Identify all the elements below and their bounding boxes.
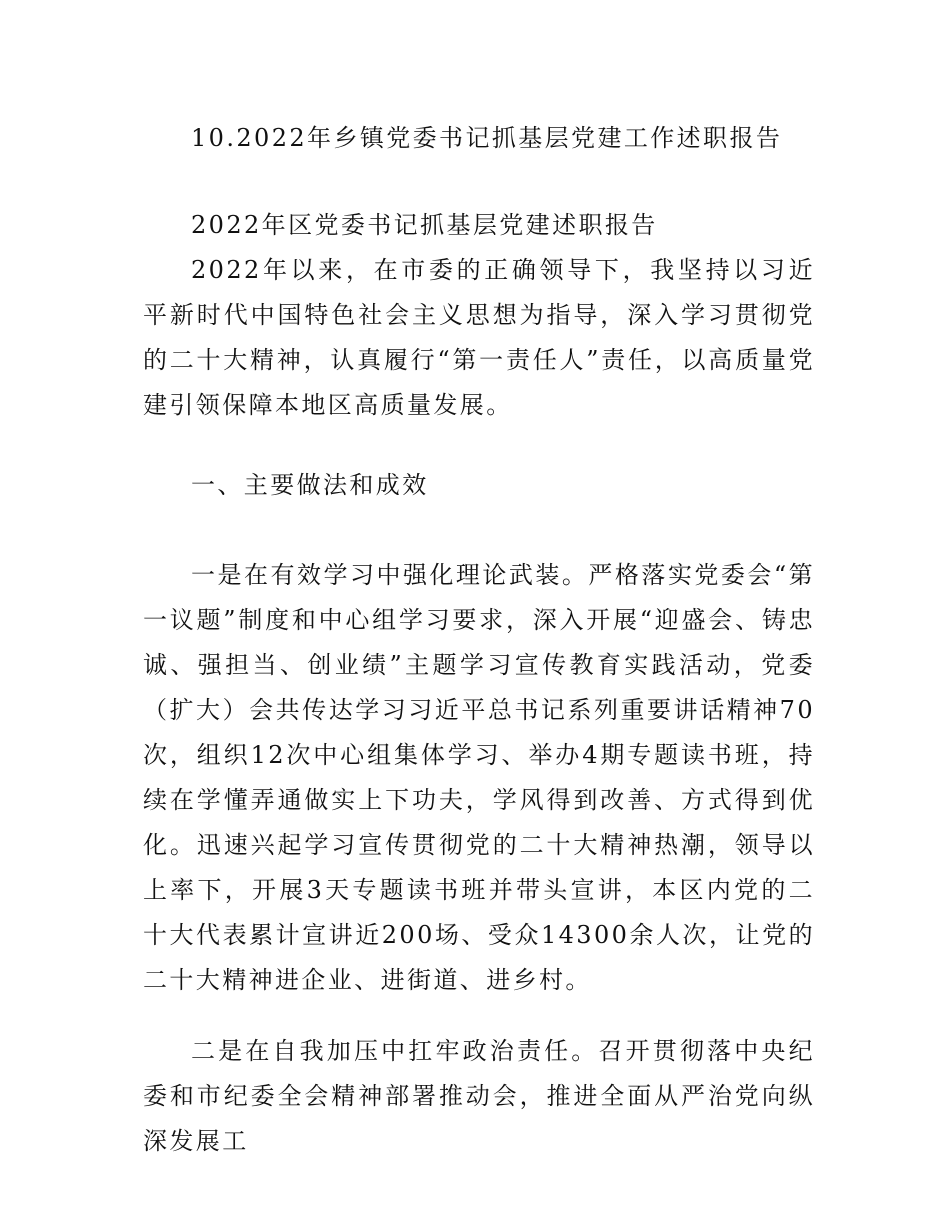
paragraph-one: 一是在有效学习中强化理论武装。严格落实党委会“第一议题”制度和中心组学习要求，深入开展“迎盛会、铸忠诚、强担当、创业绩”主题学习宣传教育实践活动，党委（扩大）会共传达学习习近平总书记系列重要讲话精神70次，组织12次中心组集体学习、举办4期专题读书班，持续在学懂弄通做实上下功夫，学风得到改善、方式得到优化。迅速兴起学习宣传贯彻党的二十大精神热潮，领导以上率下，开展3天专题读书班并带头宣讲，本区内党的二十大代表累计宣讲近200场、受众14300余人次，让党的二十大精神进企业、进街道、进乡村。 [143, 561, 815, 994]
paragraph-two: 二是在自我加压中扛牢政治责任。召开贯彻落中央纪委和市纪委全会精神部署推动会，推进全面从严治党向纵深发展工 [143, 1037, 815, 1155]
intro-paragraph: 2022年以来，在市委的正确领导下，我坚持以习近平新时代中国特色社会主义思想为指导，深入学习贯彻党的二十大精神，认真履行“第一责任人”责任，以高质量党建引领保障本地区高质量发展。 [143, 256, 815, 419]
document-subtitle: 2022年区党委书记抓基层党建述职报告 [191, 211, 658, 239]
document-title: 10.2022年乡镇党委书记抓基层党建工作述职报告 [191, 124, 783, 152]
section-heading: 一、主要做法和成效 [191, 471, 429, 499]
